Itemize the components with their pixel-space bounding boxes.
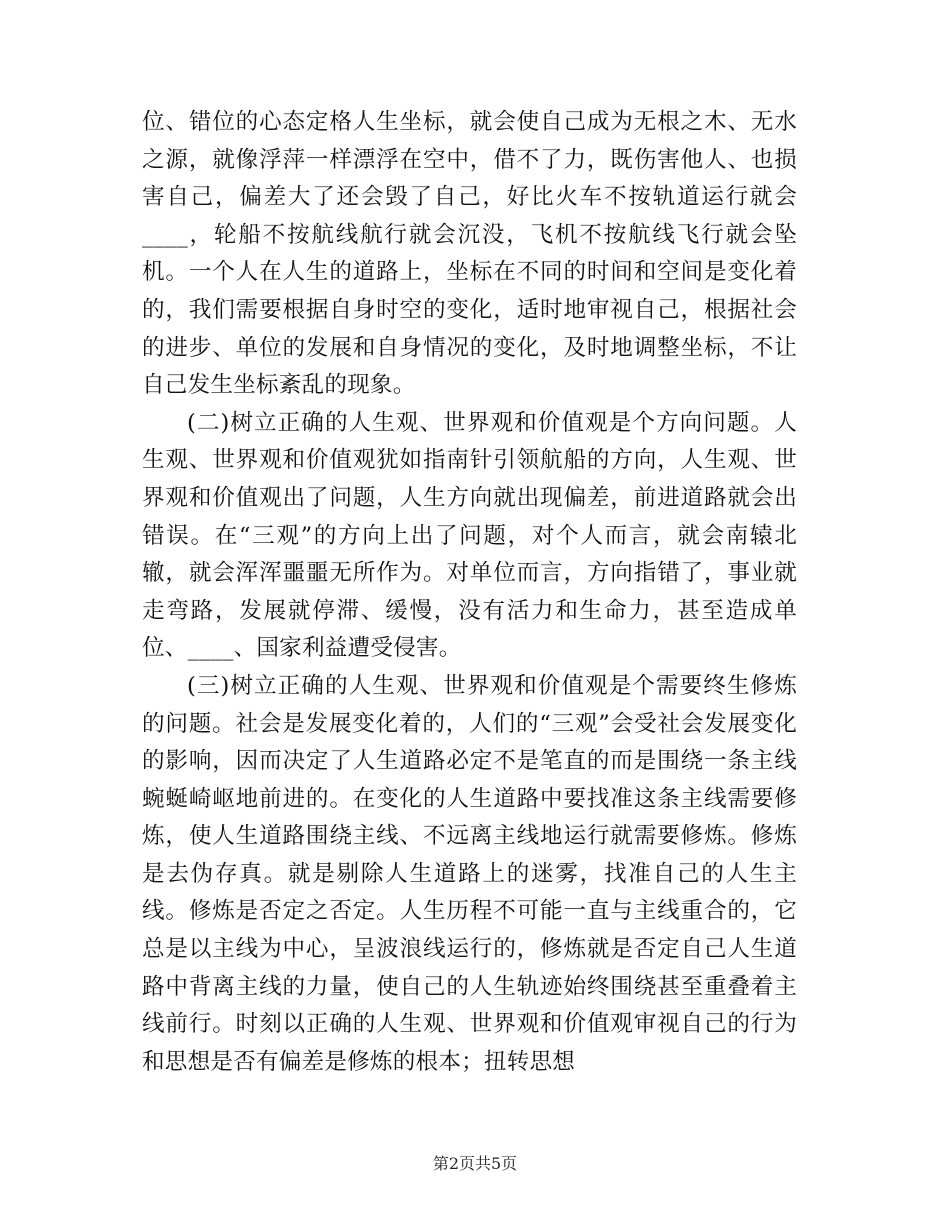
document-body <box>142 104 797 1081</box>
paragraph-3: (三)树立正确的人生观、世界观和价值观是个需要终生修炼的问题。社会是发展变化着的，人们的“三观”会受社会发展变化的影响，因而决定了人生道路必定不是笔直的而是围绕一条主线蜿蜒崎岖地前进的。在变化的人生道路中要找准这条主线需要修炼，使人生道路围绕主线、不远离主线地运行就需要修炼。修炼是去伪存真。就是剔除人生道路上的迷雾，找准自己的人生主线。修炼是否定之否定。人生历程不可能一直与主线重合的，它总是以主线为中心，呈波浪线运行的，修炼就是否定自己人生道路中背离主线的力量，使自己的人生轨迹始终围绕甚至重叠着主线前行。时刻以正确的人生观、世界观和价值观审视自己的行为和思想是否有偏差是修炼的根本；扭转思想 <box>142 672 797 1075</box>
paragraph-2: (二)树立正确的人生观、世界观和价值观是个方向问题。人生观、世界观和价值观犹如指南针引领航船的方向，人生观、世界观和价值观出了问题，人生方向就出现偏差，前进道路就会出错误。在“三观”的方向上出了问题，对个人而言，就会南辕北辙，就会浑浑噩噩无所作为。对单位而言，方向指错了，事业就走弯路，发展就停滞、缓慢，没有活力和生命力，甚至造成单位、____、国家利益遭受侵害。 <box>142 409 797 662</box>
page-number-footer: 第2页共5页 <box>432 1154 518 1173</box>
paragraph-1: 位、错位的心态定格人生坐标，就会使自己成为无根之木、无水之源，就像浮萍一样漂浮在空中，借不了力，既伤害他人、也损害自己，偏差大了还会毁了自己，好比火车不按轨道运行就会____，轮船不按航线航行就会沉没，飞机不按航线飞行就会坠机。一个人在人生的道路上，坐标在不同的时间和空间是变化着的，我们需要根据自身时空的变化，适时地审视自己，根据社会的进步、单位的发展和自身情况的变化，及时地调整坐标，不让自己发生坐标紊乱的现象。 <box>142 109 797 399</box>
